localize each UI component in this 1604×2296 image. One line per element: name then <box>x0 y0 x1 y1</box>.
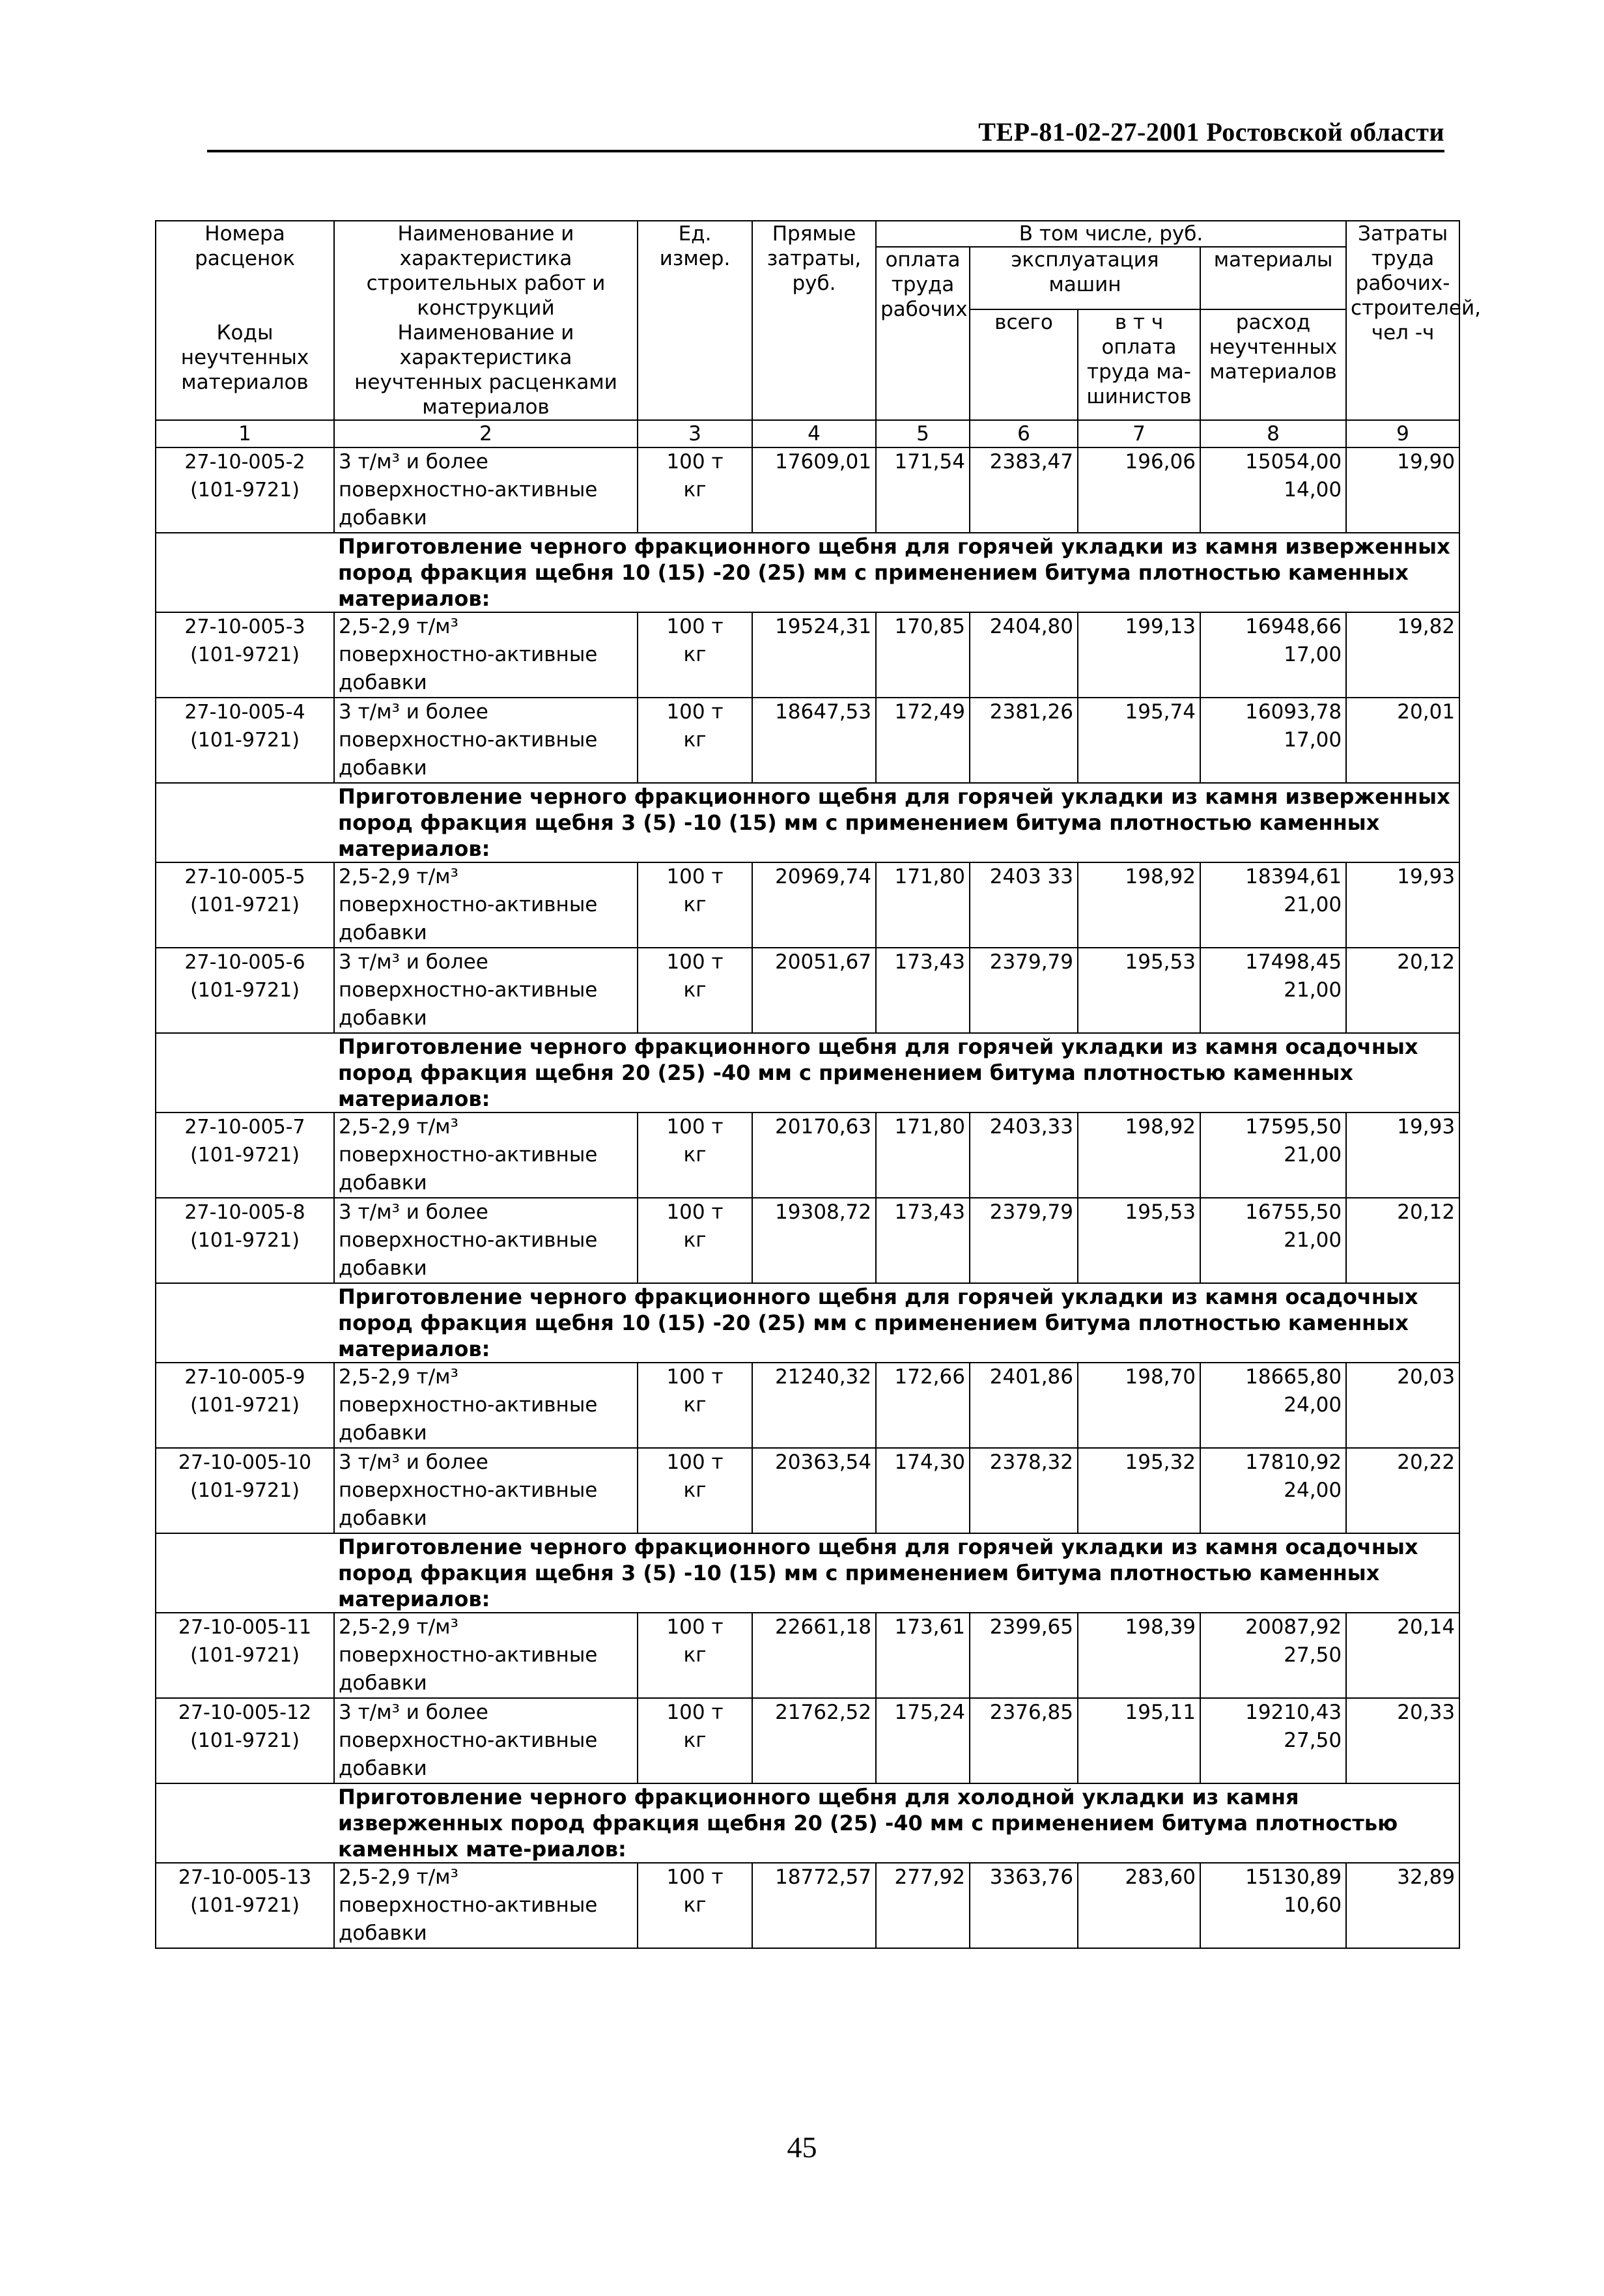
rate-unit: 100 т <box>638 1448 752 1477</box>
empty-cell <box>1346 1641 1459 1698</box>
direct-costs: 20051,67 <box>752 948 876 976</box>
section-row <box>156 1283 1459 1363</box>
empty-cell <box>1346 1391 1459 1448</box>
machines-total: 2379,79 <box>970 1198 1078 1226</box>
direct-costs: 19308,72 <box>752 1198 876 1226</box>
empty-cell <box>1078 1892 1200 1948</box>
column-number: 7 <box>1078 420 1200 447</box>
rate-code: 27-10-005-13 <box>156 1863 334 1892</box>
labor-pay: 170,85 <box>876 612 970 641</box>
rate-name: 3 т/м³ и более <box>334 1198 638 1226</box>
labor-hours: 20,14 <box>1346 1613 1459 1641</box>
rate-code: 27-10-005-10 <box>156 1448 334 1477</box>
rate-unit: 100 т <box>638 698 752 726</box>
material-code: (101-9721) <box>156 1226 334 1283</box>
empty-cell <box>752 641 876 698</box>
labor-pay: 171,80 <box>876 1113 970 1141</box>
material-name: поверхностно-активные добавки <box>334 891 638 948</box>
rate-name: 2,5-2,9 т/м³ <box>334 862 638 891</box>
material-row <box>156 1641 1459 1698</box>
material-name: поверхностно-активные добавки <box>334 1477 638 1533</box>
materials-cost: 16093,78 <box>1200 698 1346 726</box>
empty-cell <box>752 1727 876 1783</box>
header-rate-numbers: Номера расценок <box>156 221 334 320</box>
rate-unit: 100 т <box>638 1863 752 1892</box>
rate-code: 27-10-005-4 <box>156 698 334 726</box>
rate-name: 3 т/м³ и более <box>334 1698 638 1727</box>
empty-cell <box>752 1477 876 1533</box>
machinist-pay: 283,60 <box>1078 1863 1200 1892</box>
empty-cell <box>752 1391 876 1448</box>
material-unit: кг <box>638 476 752 533</box>
column-number: 5 <box>876 420 970 447</box>
rate-code: 27-10-005-11 <box>156 1613 334 1641</box>
material-quantity: 21,00 <box>1200 1141 1346 1198</box>
labor-pay: 173,43 <box>876 948 970 976</box>
section-title: Приготовление черного фракционного щебня для горячей укладки из камня осадочных пород фракция щебня 10 (15) -20 (25) мм с применением битума плотностью каменных материалов: <box>334 1283 1459 1363</box>
machinist-pay: 198,92 <box>1078 862 1200 891</box>
labor-hours: 20,01 <box>1346 698 1459 726</box>
materials-cost: 17498,45 <box>1200 948 1346 976</box>
header-material-codes: Коды неучтенных материалов <box>156 320 334 420</box>
empty-cell <box>752 1641 876 1698</box>
direct-costs: 19524,31 <box>752 612 876 641</box>
section-spacer <box>156 1033 334 1113</box>
empty-cell <box>1346 1477 1459 1533</box>
material-code: (101-9721) <box>156 976 334 1033</box>
empty-cell <box>970 726 1078 783</box>
empty-cell <box>1078 891 1200 948</box>
empty-cell <box>1078 1641 1200 1698</box>
rate-name: 3 т/м³ и более <box>334 698 638 726</box>
empty-cell <box>876 976 970 1033</box>
header-machines-total: всего <box>970 309 1078 421</box>
material-row <box>156 1226 1459 1283</box>
labor-hours: 19,82 <box>1346 612 1459 641</box>
direct-costs: 20969,74 <box>752 862 876 891</box>
header-work-name: Наименование и характеристика строительных работ и конструкций <box>334 221 638 320</box>
rate-unit: 100 т <box>638 612 752 641</box>
machinist-pay: 198,39 <box>1078 1613 1200 1641</box>
empty-cell <box>1346 476 1459 533</box>
section-row <box>156 1783 1459 1863</box>
running-header <box>207 117 1444 152</box>
empty-cell <box>752 1141 876 1198</box>
machines-total: 2403,33 <box>970 1113 1078 1141</box>
materials-cost: 16948,66 <box>1200 612 1346 641</box>
material-code: (101-9721) <box>156 1641 334 1698</box>
material-quantity: 21,00 <box>1200 891 1346 948</box>
column-number: 3 <box>638 420 752 447</box>
material-unit: кг <box>638 1226 752 1283</box>
material-row <box>156 1727 1459 1783</box>
empty-cell <box>752 726 876 783</box>
rate-row <box>156 1448 1459 1477</box>
rate-row <box>156 1863 1459 1892</box>
rate-row <box>156 698 1459 726</box>
rate-unit: 100 т <box>638 1113 752 1141</box>
empty-cell <box>876 1892 970 1948</box>
material-code: (101-9721) <box>156 1141 334 1198</box>
empty-cell <box>970 1727 1078 1783</box>
rate-unit: 100 т <box>638 1698 752 1727</box>
material-quantity: 21,00 <box>1200 1226 1346 1283</box>
material-unit: кг <box>638 1391 752 1448</box>
material-quantity: 27,50 <box>1200 1641 1346 1698</box>
rate-row <box>156 447 1459 476</box>
material-unit: кг <box>638 1141 752 1198</box>
rate-unit: 100 т <box>638 447 752 476</box>
direct-costs: 17609,01 <box>752 447 876 476</box>
rate-name: 2,5-2,9 т/м³ <box>334 1863 638 1892</box>
rate-code: 27-10-005-9 <box>156 1363 334 1391</box>
empty-cell <box>970 476 1078 533</box>
empty-cell <box>1346 1226 1459 1283</box>
machines-total: 2379,79 <box>970 948 1078 976</box>
empty-cell <box>970 641 1078 698</box>
labor-pay: 174,30 <box>876 1448 970 1477</box>
material-quantity: 17,00 <box>1200 726 1346 783</box>
labor-hours: 20,12 <box>1346 948 1459 976</box>
machines-total: 3363,76 <box>970 1863 1078 1892</box>
empty-cell <box>970 1641 1078 1698</box>
materials-cost: 16755,50 <box>1200 1198 1346 1226</box>
material-code: (101-9721) <box>156 726 334 783</box>
machines-total: 2383,47 <box>970 447 1078 476</box>
material-quantity: 24,00 <box>1200 1391 1346 1448</box>
labor-pay: 171,54 <box>876 447 970 476</box>
material-name: поверхностно-активные добавки <box>334 641 638 698</box>
material-row <box>156 476 1459 533</box>
material-unit: кг <box>638 1641 752 1698</box>
material-name: поверхностно-активные добавки <box>334 1391 638 1448</box>
rate-row <box>156 1613 1459 1641</box>
empty-cell <box>876 1477 970 1533</box>
material-name: поверхностно-активные добавки <box>334 976 638 1033</box>
section-spacer <box>156 783 334 862</box>
section-row <box>156 1033 1459 1113</box>
rate-row <box>156 862 1459 891</box>
rate-unit: 100 т <box>638 1363 752 1391</box>
material-unit: кг <box>638 1892 752 1948</box>
header-labor-pay: оплата труда рабочих <box>876 247 970 420</box>
rate-code: 27-10-005-7 <box>156 1113 334 1141</box>
material-name: поверхностно-активные добавки <box>334 1892 638 1948</box>
section-row <box>156 1533 1459 1613</box>
empty-cell <box>876 1727 970 1783</box>
direct-costs: 20170,63 <box>752 1113 876 1141</box>
header-direct-costs: Прямые затраты, руб. <box>752 221 876 420</box>
material-unit: кг <box>638 891 752 948</box>
rate-code: 27-10-005-3 <box>156 612 334 641</box>
materials-cost: 20087,92 <box>1200 1613 1346 1641</box>
labor-pay: 175,24 <box>876 1698 970 1727</box>
empty-cell <box>970 891 1078 948</box>
material-name: поверхностно-активные добавки <box>334 1641 638 1698</box>
machinist-pay: 198,70 <box>1078 1363 1200 1391</box>
material-row <box>156 1477 1459 1533</box>
column-number: 2 <box>334 420 638 447</box>
rate-unit: 100 т <box>638 948 752 976</box>
machines-total: 2381,26 <box>970 698 1078 726</box>
labor-pay: 172,66 <box>876 1363 970 1391</box>
labor-hours: 20,03 <box>1346 1363 1459 1391</box>
rate-name: 3 т/м³ и более <box>334 1448 638 1477</box>
empty-cell <box>1078 726 1200 783</box>
empty-cell <box>970 1477 1078 1533</box>
material-row <box>156 1391 1459 1448</box>
machines-total: 2378,32 <box>970 1448 1078 1477</box>
empty-cell <box>752 976 876 1033</box>
document-title: ТЕР-81-02-27-2001 Ростовской области <box>978 117 1444 147</box>
machinist-pay: 198,92 <box>1078 1113 1200 1141</box>
material-unit: кг <box>638 1477 752 1533</box>
materials-cost: 15054,00 <box>1200 447 1346 476</box>
header-unaccounted-materials: расход неучтенных материалов <box>1200 309 1346 421</box>
header-machines: эксплуатация машин <box>970 247 1200 309</box>
material-code: (101-9721) <box>156 476 334 533</box>
material-code: (101-9721) <box>156 1391 334 1448</box>
section-title: Приготовление черного фракционного щебня для холодной укладки из камня изверженных пород фракция щебня 20 (25) -40 мм с применением битума плотностью каменных мате-риалов: <box>334 1783 1459 1863</box>
material-row <box>156 976 1459 1033</box>
materials-cost: 17810,92 <box>1200 1448 1346 1477</box>
empty-cell <box>876 1641 970 1698</box>
rate-row <box>156 1113 1459 1141</box>
empty-cell <box>970 1141 1078 1198</box>
labor-pay: 171,80 <box>876 862 970 891</box>
material-quantity: 24,00 <box>1200 1477 1346 1533</box>
empty-cell <box>1346 976 1459 1033</box>
empty-cell <box>1346 641 1459 698</box>
section-title: Приготовление черного фракционного щебня для горячей укладки из камня осадочных пород фракция щебня 3 (5) -10 (15) мм с применением битума плотностью каменных материалов: <box>334 1533 1459 1613</box>
section-title: Приготовление черного фракционного щебня для горячей укладки из камня осадочных пород фракция щебня 20 (25) -40 мм с применением битума плотностью каменных материалов: <box>334 1033 1459 1113</box>
empty-cell <box>970 1226 1078 1283</box>
empty-cell <box>1346 1141 1459 1198</box>
material-quantity: 14,00 <box>1200 476 1346 533</box>
material-quantity: 21,00 <box>1200 976 1346 1033</box>
rate-code: 27-10-005-12 <box>156 1698 334 1727</box>
empty-cell <box>876 641 970 698</box>
machinist-pay: 195,32 <box>1078 1448 1200 1477</box>
labor-hours: 32,89 <box>1346 1863 1459 1892</box>
labor-pay: 172,49 <box>876 698 970 726</box>
material-name: поверхностно-активные добавки <box>334 1141 638 1198</box>
materials-cost: 17595,50 <box>1200 1113 1346 1141</box>
empty-cell <box>752 476 876 533</box>
machinist-pay: 195,53 <box>1078 948 1200 976</box>
direct-costs: 20363,54 <box>752 1448 876 1477</box>
rate-row <box>156 1698 1459 1727</box>
table-header <box>156 221 1481 447</box>
rate-row <box>156 612 1459 641</box>
material-row <box>156 1141 1459 1198</box>
empty-cell <box>876 891 970 948</box>
section-spacer <box>156 1533 334 1613</box>
machinist-pay: 195,11 <box>1078 1698 1200 1727</box>
rate-row <box>156 1198 1459 1226</box>
rate-code: 27-10-005-5 <box>156 862 334 891</box>
material-quantity: 27,50 <box>1200 1727 1346 1783</box>
empty-cell <box>752 1892 876 1948</box>
material-code: (101-9721) <box>156 891 334 948</box>
material-row <box>156 726 1459 783</box>
empty-cell <box>1346 1727 1459 1783</box>
material-unit: кг <box>638 726 752 783</box>
section-row <box>156 533 1459 612</box>
materials-cost: 18394,61 <box>1200 862 1346 891</box>
machines-total: 2401,86 <box>970 1363 1078 1391</box>
column-number: 9 <box>1346 420 1459 447</box>
rate-row <box>156 1363 1459 1391</box>
labor-hours: 20,22 <box>1346 1448 1459 1477</box>
header-material-names: Наименование и характеристика неучтенных расценками материалов <box>334 320 638 420</box>
material-code: (101-9721) <box>156 1727 334 1783</box>
column-numbers-row <box>156 420 1459 447</box>
labor-hours: 19,90 <box>1346 447 1459 476</box>
column-number: 8 <box>1200 420 1346 447</box>
empty-cell <box>1078 1477 1200 1533</box>
header-including: В том числе, руб. <box>876 221 1346 247</box>
section-title: Приготовление черного фракционного щебня для горячей укладки из камня изверженных пород фракция щебня 10 (15) -20 (25) мм с применением битума плотностью каменных материалов: <box>334 533 1459 612</box>
empty-cell <box>876 726 970 783</box>
empty-cell <box>970 1892 1078 1948</box>
rate-code: 27-10-005-2 <box>156 447 334 476</box>
section-spacer <box>156 533 334 612</box>
empty-cell <box>970 976 1078 1033</box>
empty-cell <box>752 1226 876 1283</box>
empty-cell <box>970 1391 1078 1448</box>
rate-name: 2,5-2,9 т/м³ <box>334 1613 638 1641</box>
materials-cost: 19210,43 <box>1200 1698 1346 1727</box>
direct-costs: 18647,53 <box>752 698 876 726</box>
material-name: поверхностно-активные добавки <box>334 726 638 783</box>
page-number: 45 <box>787 2131 817 2164</box>
material-row <box>156 891 1459 948</box>
empty-cell <box>876 1141 970 1198</box>
material-name: поверхностно-активные добавки <box>334 1226 638 1283</box>
section-row <box>156 783 1459 862</box>
rate-unit: 100 т <box>638 862 752 891</box>
rate-code: 27-10-005-8 <box>156 1198 334 1226</box>
column-number: 4 <box>752 420 876 447</box>
empty-cell <box>1078 976 1200 1033</box>
empty-cell <box>1078 476 1200 533</box>
rate-name: 3 т/м³ и более <box>334 948 638 976</box>
material-unit: кг <box>638 976 752 1033</box>
direct-costs: 21762,52 <box>752 1698 876 1727</box>
section-spacer <box>156 1783 334 1863</box>
material-quantity: 10,60 <box>1200 1892 1346 1948</box>
rates-table <box>155 220 1481 1949</box>
empty-cell <box>1078 1727 1200 1783</box>
labor-pay: 277,92 <box>876 1863 970 1892</box>
empty-cell <box>1078 1391 1200 1448</box>
rate-name: 2,5-2,9 т/м³ <box>334 1363 638 1391</box>
empty-cell <box>1078 1141 1200 1198</box>
machines-total: 2403 33 <box>970 862 1078 891</box>
direct-costs: 18772,57 <box>752 1863 876 1892</box>
rate-unit: 100 т <box>638 1198 752 1226</box>
column-number: 6 <box>970 420 1078 447</box>
header-labor-hours: Затраты труда рабочих-строителей, чел -ч <box>1346 221 1459 420</box>
empty-cell <box>1078 1226 1200 1283</box>
machinist-pay: 196,06 <box>1078 447 1200 476</box>
empty-cell <box>1346 1892 1459 1948</box>
section-title: Приготовление черного фракционного щебня для горячей укладки из камня изверженных пород фракция щебня 3 (5) -10 (15) мм с применением битума плотностью каменных материалов: <box>334 783 1459 862</box>
materials-cost: 15130,89 <box>1200 1863 1346 1892</box>
empty-cell <box>1346 726 1459 783</box>
empty-cell <box>876 1391 970 1448</box>
material-name: поверхностно-активные добавки <box>334 476 638 533</box>
rate-name: 3 т/м³ и более <box>334 447 638 476</box>
machines-total: 2404,80 <box>970 612 1078 641</box>
machines-total: 2376,85 <box>970 1698 1078 1727</box>
labor-pay: 173,43 <box>876 1198 970 1226</box>
empty-cell <box>876 476 970 533</box>
labor-hours: 19,93 <box>1346 862 1459 891</box>
machinist-pay: 195,74 <box>1078 698 1200 726</box>
header-materials: материалы <box>1200 247 1346 309</box>
empty-cell <box>752 891 876 948</box>
materials-cost: 18665,80 <box>1200 1363 1346 1391</box>
column-number: 1 <box>156 420 334 447</box>
machinist-pay: 199,13 <box>1078 612 1200 641</box>
rate-row <box>156 948 1459 976</box>
rate-unit: 100 т <box>638 1613 752 1641</box>
rate-name: 2,5-2,9 т/м³ <box>334 1113 638 1141</box>
material-unit: кг <box>638 1727 752 1783</box>
labor-hours: 19,93 <box>1346 1113 1459 1141</box>
rate-code: 27-10-005-6 <box>156 948 334 976</box>
empty-cell <box>1346 891 1459 948</box>
direct-costs: 21240,32 <box>752 1363 876 1391</box>
empty-cell <box>1078 641 1200 698</box>
material-code: (101-9721) <box>156 641 334 698</box>
machinist-pay: 195,53 <box>1078 1198 1200 1226</box>
header-unit: Ед. измер. <box>638 221 752 420</box>
material-quantity: 17,00 <box>1200 641 1346 698</box>
material-unit: кг <box>638 641 752 698</box>
rate-name: 2,5-2,9 т/м³ <box>334 612 638 641</box>
material-name: поверхностно-активные добавки <box>334 1727 638 1783</box>
empty-cell <box>876 1226 970 1283</box>
material-row <box>156 641 1459 698</box>
table-body <box>156 447 1459 1948</box>
material-code: (101-9721) <box>156 1477 334 1533</box>
labor-hours: 20,33 <box>1346 1698 1459 1727</box>
section-spacer <box>156 1283 334 1363</box>
material-row <box>156 1892 1459 1948</box>
labor-pay: 173,61 <box>876 1613 970 1641</box>
material-code: (101-9721) <box>156 1892 334 1948</box>
header-machinist-pay: в т ч оплата труда ма-шинистов <box>1078 309 1200 421</box>
machines-total: 2399,65 <box>970 1613 1078 1641</box>
direct-costs: 22661,18 <box>752 1613 876 1641</box>
labor-hours: 20,12 <box>1346 1198 1459 1226</box>
